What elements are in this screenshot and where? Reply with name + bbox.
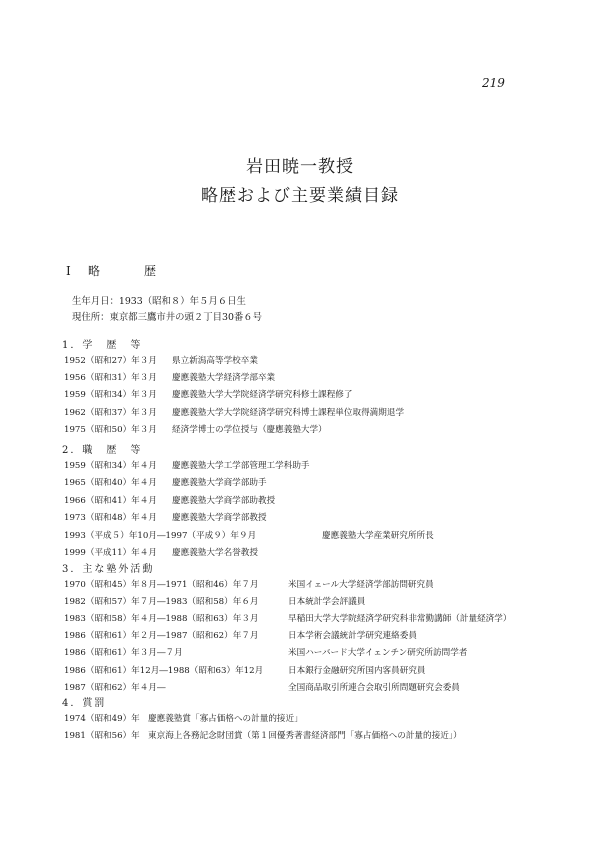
awards-heading: 4．賞罰: [62, 698, 107, 709]
list-item: [64, 630, 417, 643]
list-item: [64, 389, 353, 402]
item-date: 1974（昭和49）年: [64, 714, 140, 724]
education-heading: 1．学 歴 等: [62, 340, 143, 351]
list-item: [64, 372, 276, 385]
item-description: 慶應義塾大学産業研究所所長: [322, 530, 434, 541]
item-description: 米国ハーバード大学イェンチン研究所訪問学者: [288, 648, 468, 659]
item-date: 1993（平成５）年10月―1997（平成９）年９月: [64, 530, 257, 541]
item-date: 1986（昭和61）年３月―７月: [64, 648, 183, 659]
section-heading: [66, 262, 172, 279]
item-date: 1952（昭和27）年３月: [64, 356, 157, 366]
list-item: [64, 665, 426, 678]
item-description: 日本統計学会評議員: [288, 597, 366, 608]
address: 現住所：東京都三鷹市井の頭２丁目30番６号: [72, 312, 263, 323]
item-date: 1959（昭和34）年３月: [64, 390, 157, 401]
item-description: 日本学術会議統計学研究連絡委員: [288, 631, 417, 642]
item-description: 慶應義塾大学商学部助教授: [172, 495, 276, 506]
list-item: [64, 355, 258, 368]
item-date: 1975（昭和50）年３月: [64, 424, 157, 435]
list-item: [64, 460, 310, 473]
list-item: [64, 647, 468, 660]
item-description: 東京海上各務記念財団賞（第１回優秀著書経済部門「寡占価格への計量的接近」）: [148, 731, 462, 741]
item-date: 1956（昭和31）年３月: [64, 373, 157, 384]
item-date: 1982（昭和57）年７月―1983（昭和58）年６月: [64, 597, 259, 608]
list-item: [64, 424, 327, 437]
item-date: 1981（昭和56）年: [64, 731, 140, 741]
item-description: 慶應義塾大学商学部助手: [172, 478, 267, 489]
item-description: 慶應義塾大学経済学部卒業: [172, 373, 276, 384]
item-description: 経済学博士の学位授与（慶應義塾大学）: [172, 424, 327, 435]
birth-date: 生年月日：1933（昭和８）年５月６日生: [72, 296, 246, 307]
document-title: 岩田暁一教授: [246, 157, 354, 177]
item-description: 慶應義塾大学大学院経済学研究科修士課程修了: [172, 390, 353, 401]
list-item: [64, 579, 434, 592]
list-item: [64, 596, 366, 609]
item-description: 県立新潟高等学校卒業: [172, 356, 258, 366]
item-date: 1965（昭和40）年４月: [64, 478, 157, 489]
item-date: 1966（昭和41）年４月: [64, 495, 157, 506]
list-item: [64, 730, 462, 743]
list-item: [64, 547, 258, 560]
item-description: 慶應義塾大学名誉教授: [172, 548, 258, 558]
list-item: [64, 407, 405, 420]
section-numeral: Ⅰ: [66, 264, 72, 278]
list-item: [64, 512, 267, 525]
document-subtitle: 略歴および主要業績目録: [201, 186, 399, 206]
list-item: [64, 530, 434, 543]
item-description: 早稲田大学大学院経済学研究科非常勤講師（計量経済学）: [288, 614, 512, 625]
item-date: 1959（昭和34）年４月: [64, 461, 157, 471]
item-description: 慶應義塾賞「寡占価格への計量的接近」: [148, 714, 303, 724]
external-heading: 3．主な塾外活動: [62, 564, 155, 575]
item-date: 1970（昭和45）年８月―1971（昭和46）年７月: [64, 580, 259, 590]
career-heading: 2．職 歴 等: [62, 445, 143, 456]
item-date: 1987（昭和62）年４月―: [64, 682, 166, 693]
item-date: 1986（昭和61）年12月―1988（昭和63）年12月: [64, 665, 264, 676]
list-item: [64, 495, 276, 508]
item-date: 1983（昭和58）年４月―1988（昭和63）年３月: [64, 614, 259, 625]
item-date: 1973（昭和48）年４月: [64, 513, 157, 524]
list-item: [64, 682, 460, 695]
page-number: 219: [482, 76, 505, 90]
list-item: [64, 613, 512, 626]
item-date: 1986（昭和61）年２月―1987（昭和62）年７月: [64, 631, 259, 642]
item-description: 慶應義塾大学大学院経済学研究科博士課程単位取得満期退学: [172, 407, 405, 418]
item-description: 米国イェール大学経済学部訪問研究員: [288, 580, 434, 590]
list-item: [64, 477, 267, 490]
section-title: 略 歴: [88, 264, 173, 278]
item-description: 全国商品取引所連合会取引所問題研究会委員: [288, 682, 460, 693]
item-description: 慶應義塾大学工学部管理工学科助手: [172, 461, 310, 471]
item-description: 日本銀行金融研究所国内客員研究員: [288, 665, 426, 676]
list-item: [64, 713, 303, 726]
item-description: 慶應義塾大学商学部教授: [172, 513, 267, 524]
item-date: 1962（昭和37）年３月: [64, 407, 157, 418]
item-date: 1999（平成11）年４月: [64, 548, 157, 558]
